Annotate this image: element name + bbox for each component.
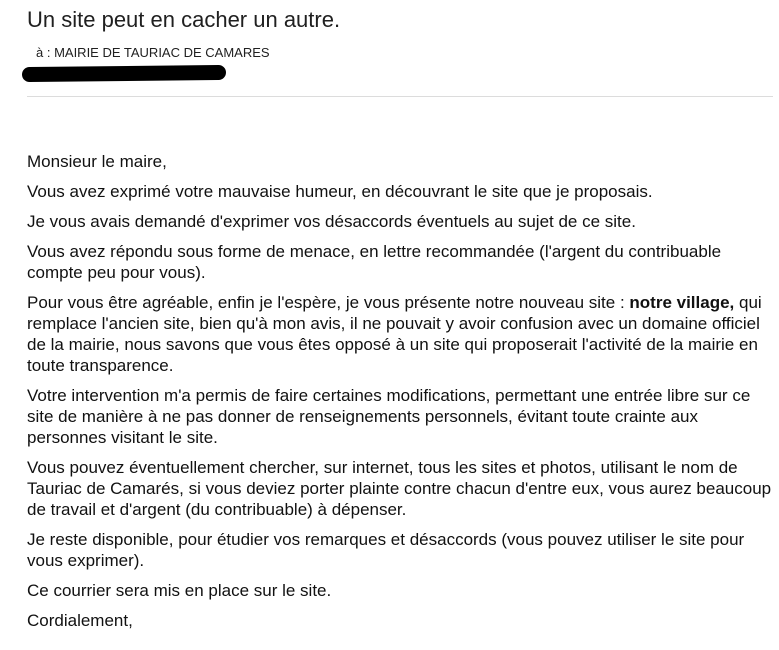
paragraph-2: Je vous avais demandé d'exprimer vos désaccords éventuels au sujet de ce site. <box>27 212 636 231</box>
site-name-link[interactable]: notre village, <box>629 293 735 312</box>
paragraph-1: Vous avez exprimé votre mauvaise humeur, en découvrant le site que je proposais. <box>27 182 653 201</box>
paragraph-5: Votre intervention m'a permis de faire certaines modifications, permettant une entrée libre sur ce site de manière à ne pas donner de renseignements personnels, évitant toute crainte aux personnes visitant le site. <box>27 386 751 447</box>
paragraph-6: Vous pouvez éventuellement chercher, sur internet, tous les sites et photos, utilisant le nom de Tauriac de Camarés, si vous deviez porter plainte contre chacun d'entre eux, vous aurez beaucoup de travail et d'argent (du contribuable) à dépenser. <box>27 458 772 519</box>
header-divider <box>27 96 773 97</box>
email-body <box>27 151 772 640</box>
recipient-line: à : MAIRIE DE TAURIAC DE CAMARES <box>36 45 270 60</box>
paragraph-3: Vous avez répondu sous forme de menace, en lettre recommandée (l'argent du contribuable compte peu pour vous). <box>27 242 722 282</box>
redacted-sender <box>22 65 226 82</box>
salutation: Monsieur le maire, <box>27 152 167 171</box>
paragraph-4-start: Pour vous être agréable, enfin je l'espère, je vous présente notre nouveau site : <box>27 293 630 312</box>
paragraph-8: Ce courrier sera mis en place sur le site. <box>27 581 332 600</box>
paragraph-4-end: qui remplace l'ancien site, bien qu'à mon avis, il ne pouvait y avoir confusion avec un domaine officiel de la mairie, nous savons que vous êtes opposé à un site qui proposerait l'activité de la mairie en toute transparence. <box>27 293 762 375</box>
paragraph-7: Je reste disponible, pour étudier vos remarques et désaccords (vous pouvez utiliser le site pour vous exprimer). <box>27 530 745 570</box>
closing: Cordialement, <box>27 611 133 630</box>
email-subject: Un site peut en cacher un autre. <box>27 7 341 32</box>
paragraph-4 <box>27 292 772 376</box>
